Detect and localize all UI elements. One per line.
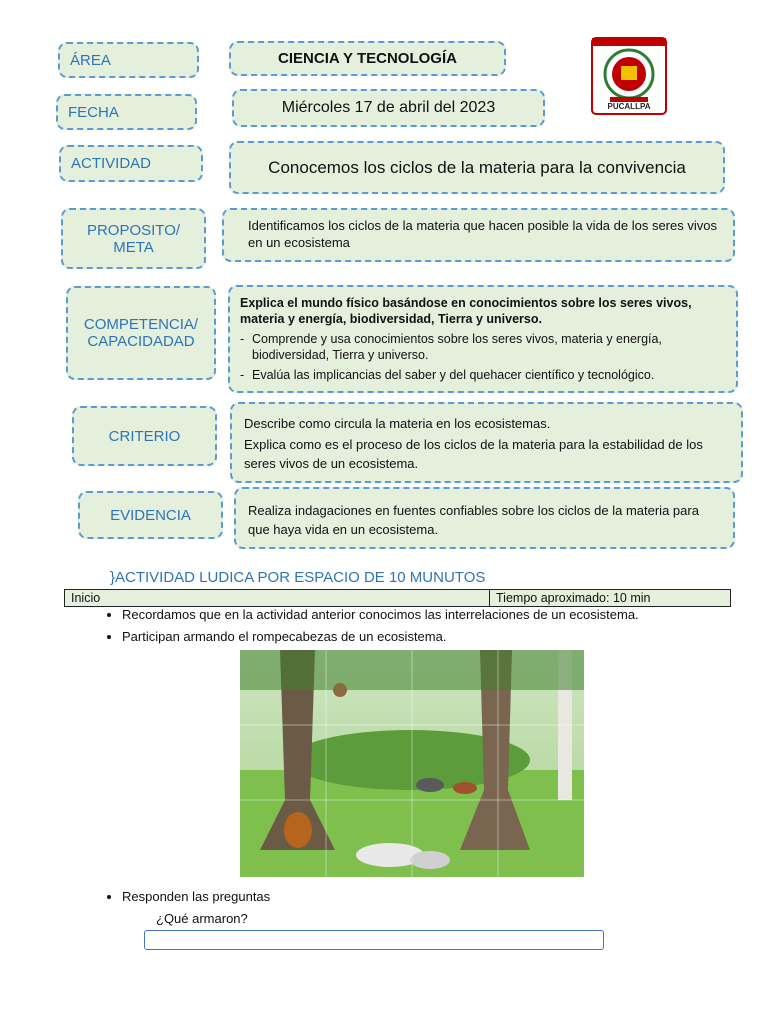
capacidades-list bbox=[240, 331, 726, 383]
bullet-item: • Recordamos que en la actividad anterior conocimos las interrelaciones de un ecosistema. bbox=[122, 607, 639, 622]
competencia-title: Explica el mundo físico basándose en conocimientos sobre los seres vivos, materia y energía, biodiversidad, Tierra y universo. bbox=[240, 296, 692, 326]
competencia-value bbox=[228, 285, 738, 393]
evidencia-value bbox=[234, 487, 735, 549]
table-time-cell: Tiempo aproximado: 10 min bbox=[496, 591, 651, 605]
area-value bbox=[229, 41, 506, 76]
proposito-value bbox=[222, 208, 735, 262]
actividad-value bbox=[229, 141, 725, 194]
question-text: ¿Qué armaron? bbox=[156, 911, 248, 926]
activity-title: }ACTIVIDAD LUDICA POR ESPACIO DE 10 MUNUTOS bbox=[110, 569, 486, 586]
criterio-item: Explica como es el proceso de los ciclos de la materia para la estabilidad de los seres vivos de un ecosistema. bbox=[244, 437, 703, 471]
competencia-label bbox=[66, 286, 216, 380]
capacidad-item: - Comprende y usa conocimientos sobre los seres vivos, materia y energía, biodiversidad, Tierra y universo. bbox=[240, 331, 726, 363]
area-value-text: CIENCIA Y TECNOLOGÍA bbox=[278, 50, 457, 67]
criterio-item: Describe como circula la materia en los ecosistemas. bbox=[244, 416, 551, 431]
area-label bbox=[58, 42, 199, 78]
actividad-value-text: Conocemos los ciclos de la materia para la convivencia bbox=[268, 157, 686, 177]
activity-bullets bbox=[108, 607, 639, 651]
bullet-item: • Participan armando el rompecabezas de un ecosistema. bbox=[122, 629, 639, 644]
criterio-label-text: CRITERIO bbox=[108, 427, 181, 445]
proposito-label bbox=[61, 208, 206, 269]
criterio-label bbox=[72, 406, 217, 466]
fecha-value-text: Miércoles 17 de abril del 2023 bbox=[281, 99, 496, 116]
proposito-label-text: PROPOSITO/ META bbox=[86, 221, 181, 256]
evidencia-label bbox=[78, 491, 223, 539]
fecha-label bbox=[56, 94, 197, 130]
criterio-value bbox=[230, 402, 743, 483]
ecosystem-puzzle-image bbox=[240, 650, 584, 877]
questions-bullets bbox=[108, 889, 270, 911]
bullet-item: • Responden las preguntas bbox=[122, 889, 270, 904]
evidencia-value-text: Realiza indagaciones en fuentes confiables sobre los ciclos de la materia para que haya vida en un ecosistema. bbox=[248, 503, 699, 537]
school-logo bbox=[590, 36, 668, 118]
actividad-label-text: ACTIVIDAD bbox=[71, 155, 152, 172]
capacidad-item: - Evalúa las implicancias del saber y del quehacer científico y tecnológico. bbox=[240, 367, 726, 383]
area-label-text: ÁREA bbox=[70, 51, 111, 69]
forest-puzzle-icon bbox=[240, 650, 584, 877]
logo-caption: PUCALLPA bbox=[607, 102, 651, 111]
fecha-label-text: FECHA bbox=[68, 103, 119, 121]
answer-input[interactable] bbox=[144, 930, 604, 950]
table-start-cell: Inicio bbox=[65, 590, 490, 606]
fecha-value bbox=[232, 89, 545, 127]
actividad-label bbox=[59, 145, 203, 182]
proposito-value-text: Identificamos los ciclos de la materia que hacen posible la vida de los seres vivos en un ecosistema bbox=[248, 218, 717, 250]
activity-table bbox=[64, 589, 731, 607]
evidencia-label-text: EVIDENCIA bbox=[110, 506, 191, 524]
competencia-label-text: COMPETENCIA/ CAPACIDADAD bbox=[83, 316, 199, 350]
